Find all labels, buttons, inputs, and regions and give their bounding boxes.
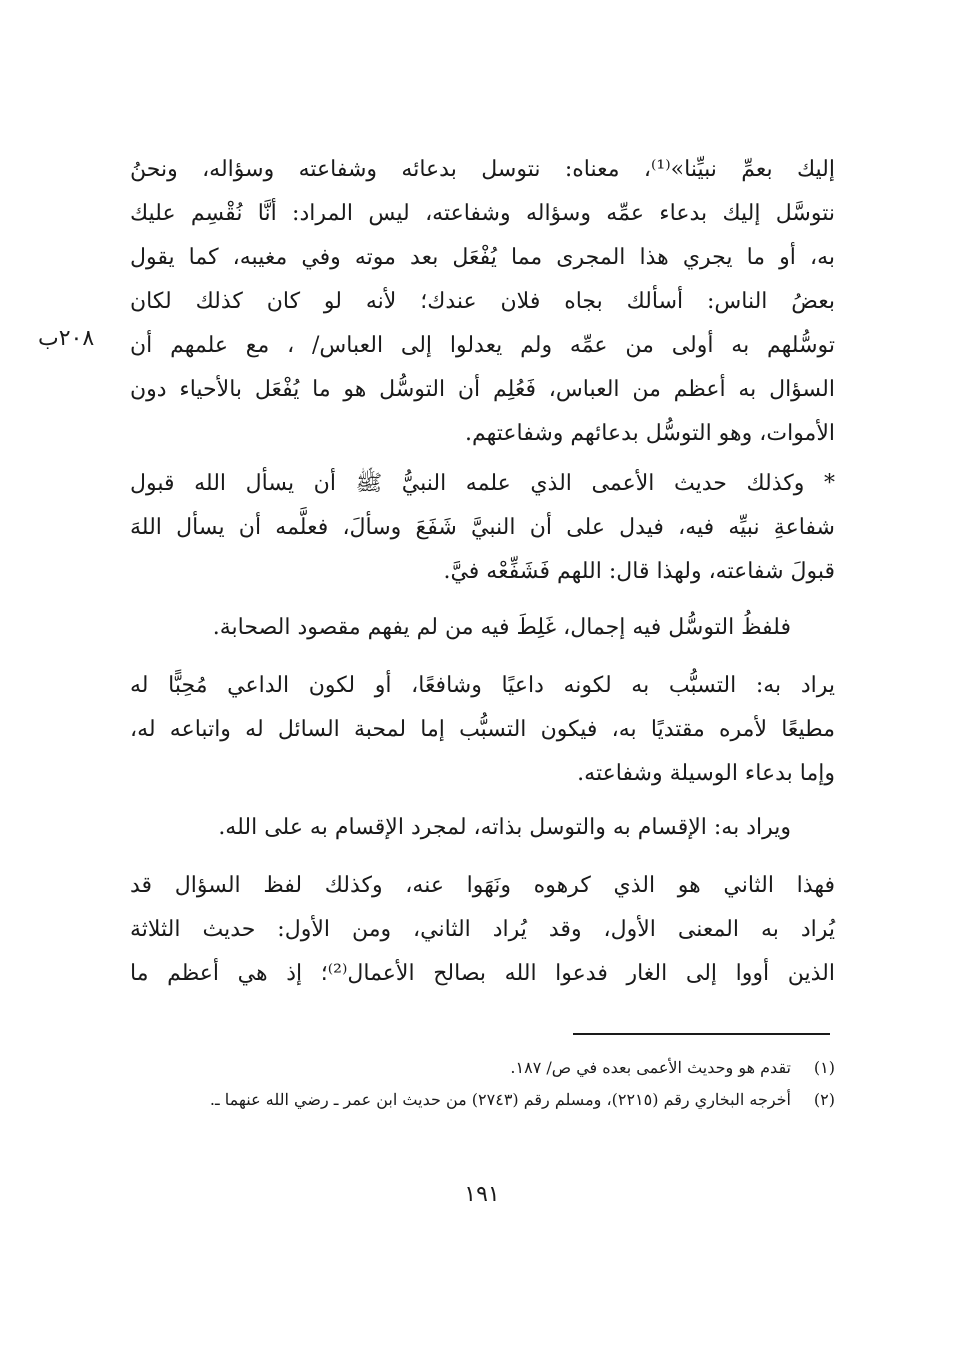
page-number: ١٩١ [464,1182,500,1207]
text-line: إليك بعمِّ نبيِّنا»⁽¹⁾، معناه: نتوسل بدعائه وشفاعته وسؤاله، ونحنُ [130,157,835,182]
text-line: يُراد به المعنى الأول، وقد يُراد الثاني، ومن الأول: حديث الثلاثة [130,917,835,942]
text-line: ويراد به: الإقسام به والتوسل بذاته، لمجرد الإقسام به على الله. [218,815,791,840]
text-line: الأموات، وهو التوسُّل بدعائهم وشفاعتهم. [464,421,835,446]
paragraph-2 [130,462,835,594]
text-line: قبولَ شفاعته، ولهذا قال: اللهم فَشَفِّعْه فيَّ. [443,559,835,584]
paragraph-6 [130,864,835,996]
paragraph-5 [130,806,835,850]
text-line: نتوسَّل إليك بدعاء عمِّه وسؤاله وشفاعته، ليس المراد: أنَّا نُقْسِم عليك [130,201,835,226]
footnotes [130,1052,835,1116]
footnote-number: (٢) [813,1090,835,1109]
paragraph-1 [130,148,835,456]
footnote-text: أخرجه البخاري رقم (٢٢١٥)، ومسلم رقم (٢٧٤٣) من حديث ابن عمر ـ رضي الله عنهما ـ. [209,1090,791,1109]
text-line: السؤال به أعظم من العباس، فَعُلِم أن التوسُّل هو ما يُفْعَل بالأحياء دون [130,377,835,402]
text-line: توسُّلهم به أولى من عمِّه ولم يعدلوا إلى العباس/ ، مع علمهم أن [130,333,835,358]
footnote-1 [130,1052,835,1084]
text-line: الذين أووا إلى الغار فدعوا الله بصالح الأعمال⁽²⁾؛ إذ هي أعظم ما [130,961,835,986]
text-line: مطيعًا لأمره مقتديًا به، فيكون التسبُّب إما لمحبة السائل له واتباعه له، [130,717,835,742]
text-line: فلفظُ التوسُّل فيه إجمال، غَلِطَ فيه من لم يفهم مقصود الصحابة. [212,615,791,640]
footnote-number: (١) [813,1058,835,1077]
footnote-separator [573,1033,830,1035]
paragraph-4 [130,664,835,796]
text-line: فهذا الثاني هو الذي كرهوه ونَهَوا عنه، وكذلك لفظ السؤال قد [130,873,835,898]
text-line: شفاعةِ نبيِّه فيه، فيدل على أن النبيَّ شَفَعَ وسألَ، فعلَّمه أن يسأل اللهَ [130,515,835,540]
text-line: وإما بدعاء الوسيلة وشفاعته. [577,761,835,786]
text-line: بعضُ الناس: أسألك بجاه فلان عندك؛ لأنه لو كان كذلك لكان [130,289,835,314]
footnote-text: تقدم هو وحديث الأعمى بعده في ص/ ١٨٧. [510,1058,791,1077]
text-line: * وكذلك حديث الأعمى الذي علمه النبيُّ ﷺ أن يسأل الله قبول [130,471,835,496]
text-line: به، أو ما يجري هذا المجرى مما يُفْعَل بعد موته وفي مغيبه، كما يقول [130,245,835,270]
text-line: يراد به: التسبُّب به لكونه داعيًا وشافعًا، أو لكون الداعي مُحِبًّا له [130,673,835,698]
paragraph-3 [130,606,835,650]
manuscript-folio-marker: ٢٠٨ب [38,326,95,351]
footnote-2 [130,1084,835,1116]
